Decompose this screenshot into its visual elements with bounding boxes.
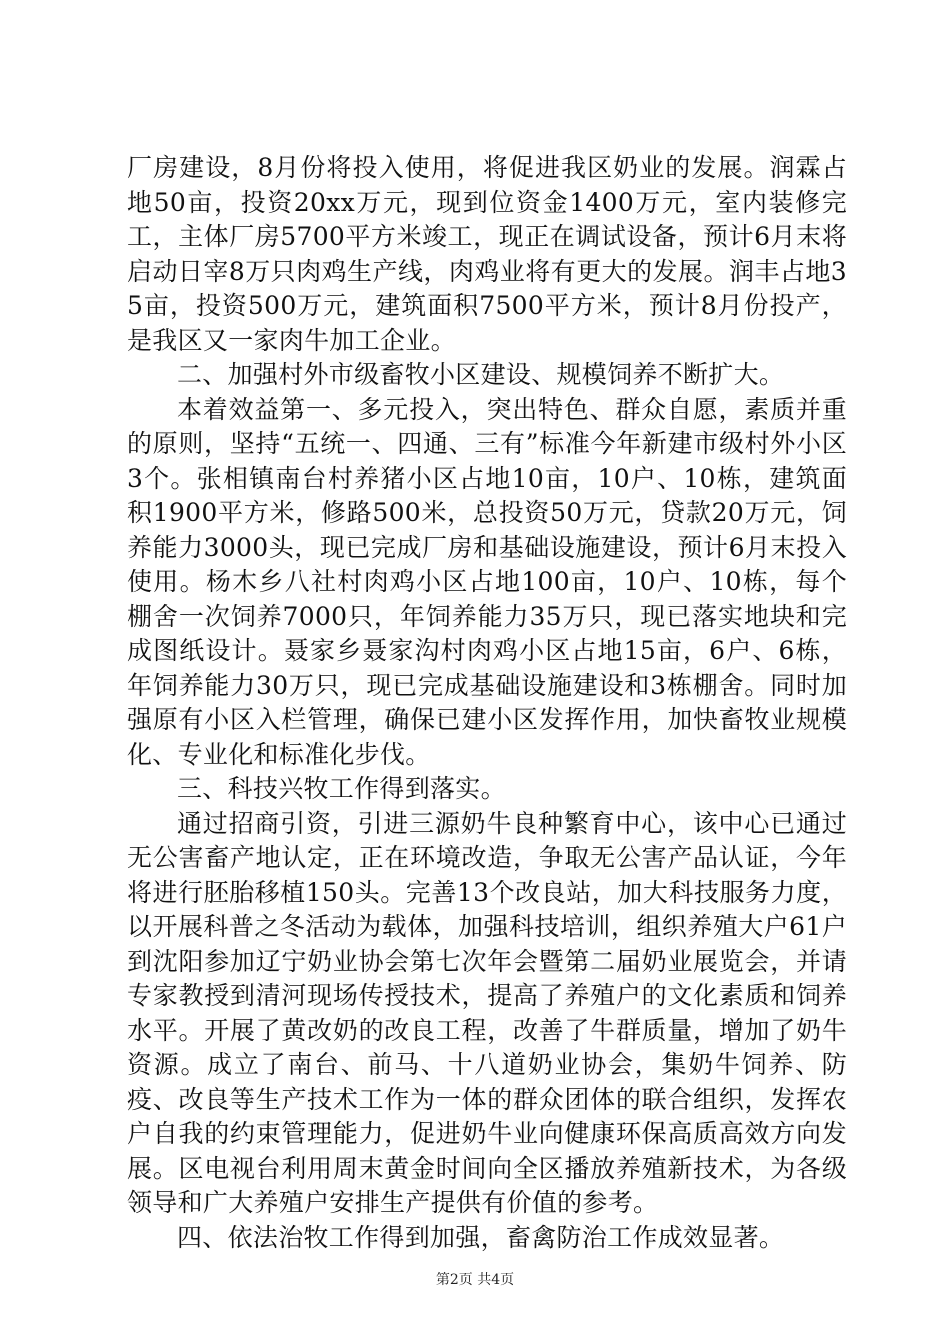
section-heading-2: 二、加强村外市级畜牧小区建设、规模饲养不断扩大。 (177, 360, 785, 389)
paragraph-livestock-zones: 本着效益第一、多元投入，突出特色、群众自愿，素质并重的原则，坚持“五统一、四通、三有”标准今年新建市级村外小区3个。张相镇南台村养猪小区占地10亩，10户、10栋，建筑面积1900平方米，修路500米，总投资50万元，贷款20万元，饲养能力3000头，现已完成厂房和基础设施建设，预计6月末投入使用。杨木乡八社村肉鸡小区占地100亩，10户、10栋，每个棚舍一次饲养7000只，年饲养能力35万只，现已落实地块和完成图纸设计。聂家乡聂家沟村肉鸡小区占地15亩，6户、6栋，年饲养能力30万只，现已完成基础设施建设和3栋棚舍。同时加强原有小区入栏管理，确保已建小区发挥作用，加快畜牧业规模化、专业化和标准化步伐。 (127, 394, 847, 769)
section-heading-4: 四、依法治牧工作得到加强，畜禽防治工作成效显著。 (177, 1222, 785, 1252)
paragraph-continuation: 厂房建设，8月份将投入使用，将促进我区奶业的发展。润霖占地50亩，投资20xx万元，现到位资金1400万元，室内装修完工，主体厂房5700平方米竣工，现正在调试设备，预计6月末将启动日宰8万只肉鸡生产线，肉鸡业将有更大的发展。润丰占地35亩，投资500万元，建筑面积7500平方米，预计8月份投产，是我区又一家肉牛加工企业。 (127, 153, 847, 355)
section-heading-3: 三、科技兴牧工作得到落实。 (177, 774, 506, 803)
page-footer: 第2页 共4页 (435, 1272, 515, 1288)
document-body (127, 151, 847, 1255)
paragraph-technology: 通过招商引资，引进三源奶牛良种繁育中心，该中心已通过无公害畜产地认定，正在环境改造，争取无公害产品认证，今年将进行胚胎移植150头。完善13个改良站，加大科技服务力度，以开展科普之冬活动为载体，加强科技培训，组织养殖大户61户到沈阳参加辽宁奶业协会第七次年会暨第二届奶业展览会，并请专家教授到清河现场传授技术，提高了养殖户的文化素质和饲养水平。开展了黄改奶的改良工程，改善了牛群质量，增加了奶牛资源。成立了南台、前马、十八道奶业协会，集奶牛饲养、防疫、改良等生产技术工作为一体的群众团体的联合组织，发挥农户自我的约束管理能力，促进奶牛业向健康环保高质高效方向发展。区电视台利用周末黄金时间向全区播放养殖新技术，为各级领导和广大养殖户安排生产提供有价值的参考。 (127, 808, 847, 1217)
